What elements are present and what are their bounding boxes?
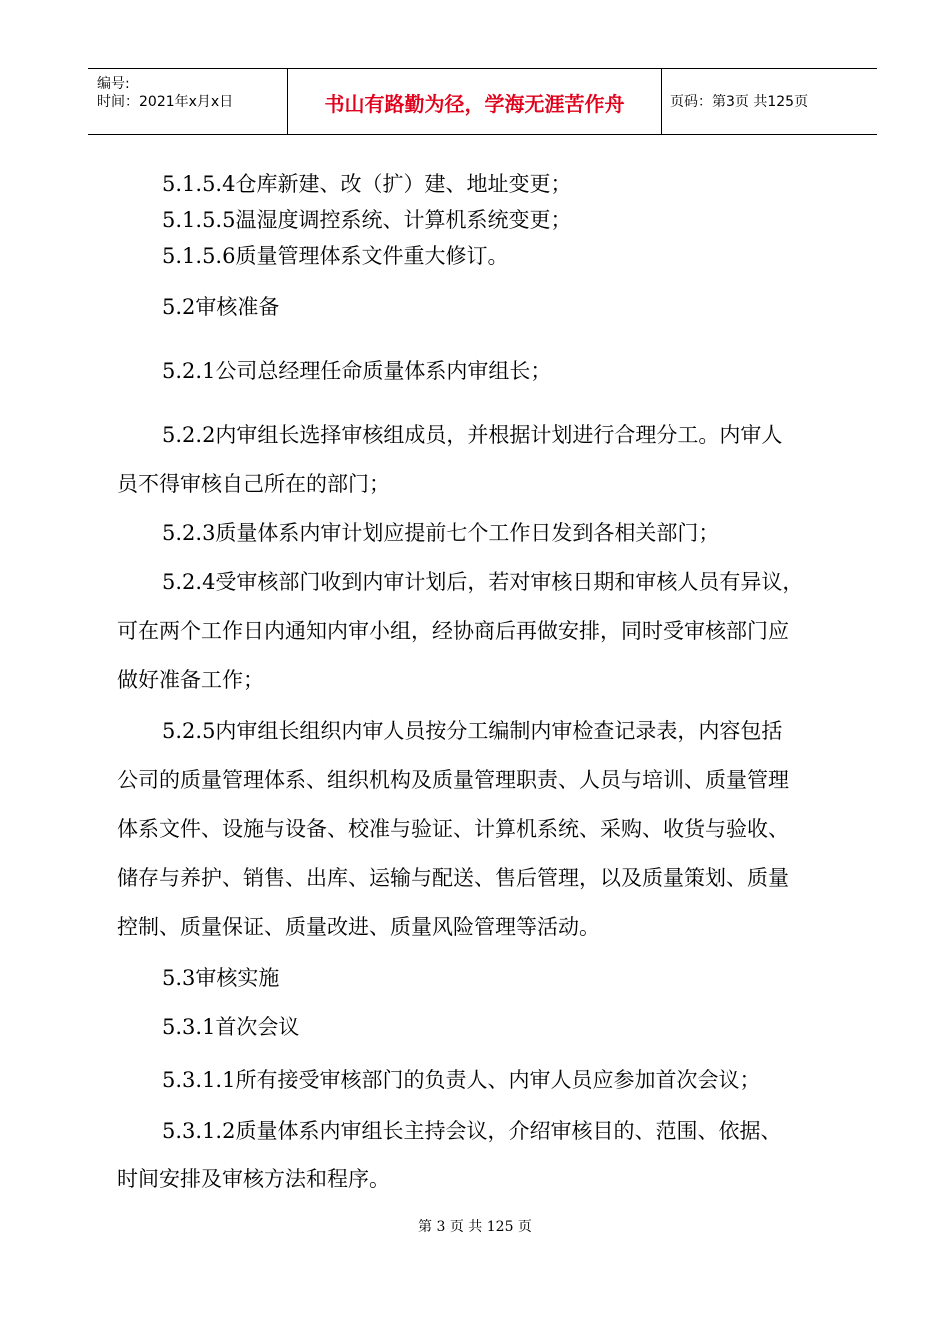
text-line: 可在两个工作日内通知内审小组，经协商后再做安排，同时受审核部门应 [117,619,789,643]
page-header [88,68,877,135]
text-line: 控制、质量保证、质量改进、质量风险管理等活动。 [117,915,600,939]
text-line: 储存与养护、销售、出库、运输与配送、售后管理，以及质量策划、质量 [117,866,789,890]
document-code-label: 编号: [97,76,130,92]
subsection-heading: 5.3.1首次会议 [162,1015,300,1039]
header-page-cell [662,69,877,134]
text-line: 体系文件、设施与设备、校准与验证、计算机系统、采购、收货与验收、 [117,817,789,841]
text-line: 5.1.5.5温湿度调控系统、计算机系统变更； [162,208,572,232]
text-line: 5.2.1公司总经理任命质量体系内审组长； [162,359,552,383]
text-line: 5.3.1.2质量体系内审组长主持会议，介绍审核目的、范围、依据、 [162,1119,782,1143]
section-heading: 5.3审核实施 [162,966,280,990]
header-motto: 书山有路勤为径，学海无涯苦作舟 [324,92,625,116]
text-line: 5.1.5.4仓库新建、改（扩）建、地址变更； [162,172,572,196]
document-date-label: 时间：2021年x月x日 [97,94,234,110]
text-line: 做好准备工作； [117,668,264,692]
text-line: 时间安排及审核方法和程序。 [117,1167,390,1191]
text-line: 员不得审核自己所在的部门； [117,472,390,496]
text-line: 5.2.5内审组长组织内审人员按分工编制内审检查记录表，内容包括 [162,719,783,743]
text-line: 5.2.3质量体系内审计划应提前七个工作日发到各相关部门； [162,521,720,545]
text-line: 5.3.1.1所有接受审核部门的负责人、内审人员应参加首次会议； [162,1068,761,1092]
section-heading: 5.2审核准备 [162,295,280,319]
text-line: 5.1.5.6质量管理体系文件重大修订。 [162,244,509,268]
header-page-info: 页码：第3页 共125页 [670,94,809,110]
text-line: 5.2.4受审核部门收到内审计划后，若对审核日期和审核人员有异议， [162,570,804,594]
header-motto-cell [288,69,662,134]
header-info-cell [88,69,288,134]
page-footer: 第 3 页 共 125 页 [418,1219,532,1235]
text-line: 5.2.2内审组长选择审核组成员，并根据计划进行合理分工。内审人 [162,423,783,447]
text-line: 公司的质量管理体系、组织机构及质量管理职责、人员与培训、质量管理 [117,768,789,792]
